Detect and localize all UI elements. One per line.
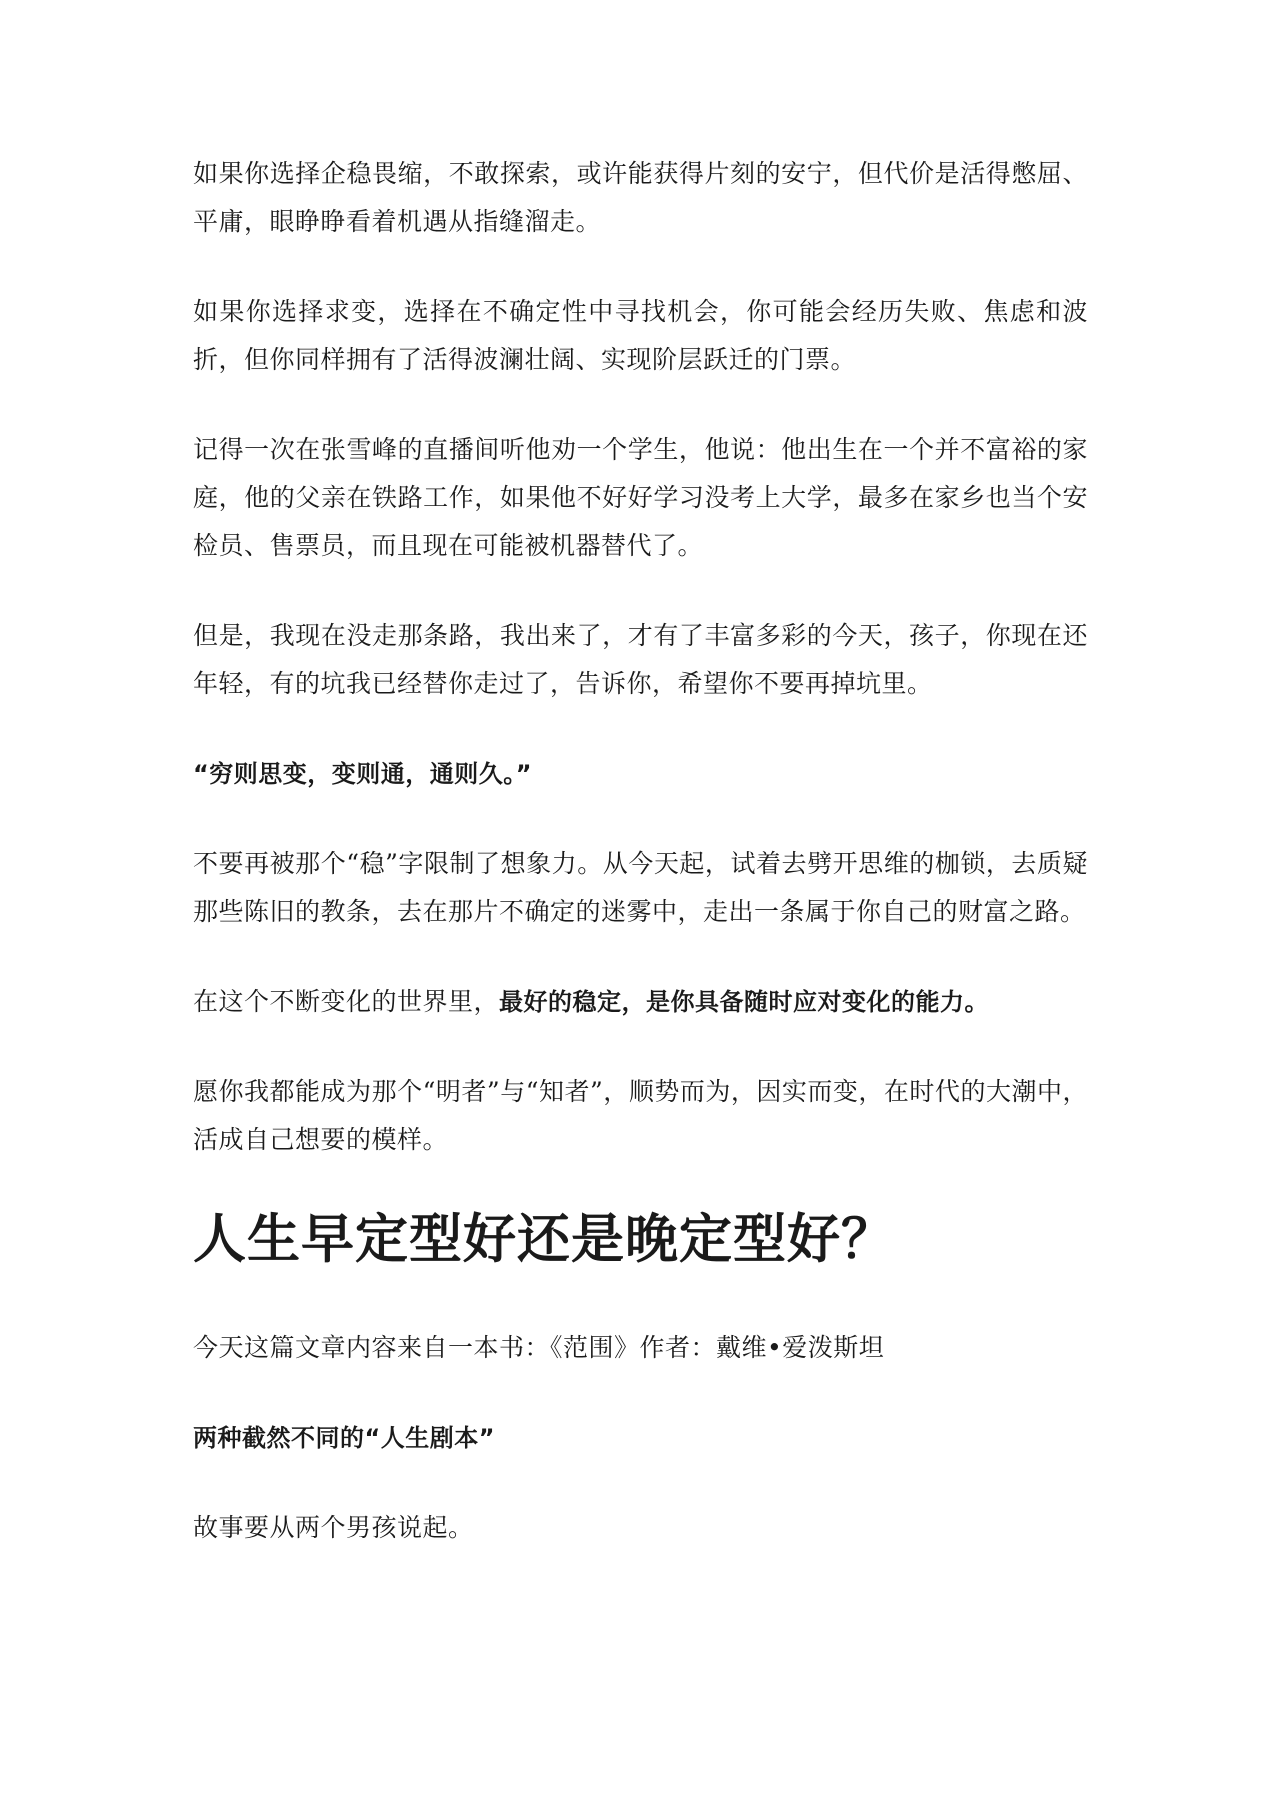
section-heading: 人生早定型好还是晚定型好？ [193, 1208, 895, 1270]
paragraph-seek-change: 如果你选择求变，选择在不确定性中寻找机会，你可能会经历失败、焦虑和波折，但你同样拥有了活得波澜壮阔、实现阶层跃迁的门票。 [193, 297, 1088, 374]
stability-bold-text: 最好的稳定，是你具备随时应对变化的能力。 [499, 988, 990, 1016]
paragraph-advice: 但是，我现在没走那条路，我出来了，才有了丰富多彩的今天，孩子，你现在还年轻，有的坑我已经替你走过了，告诉你，希望你不要再掉坑里。 [193, 621, 1088, 698]
paragraph-wish: 愿你我都能成为那个“明者”与“知者”，顺势而为，因实而变，在时代的大潮中，活成自己想要的模样。 [193, 1077, 1088, 1154]
stability-plain-text: 在这个不断变化的世界里， [193, 987, 500, 1016]
paragraph-story-start: 故事要从两个男孩说起。 [193, 1513, 474, 1542]
paragraph-book-source: 今天这篇文章内容来自一本书：《范围》作者：戴维•爱泼斯坦 [193, 1333, 885, 1362]
subheading: 两种截然不同的“人生剧本” [193, 1424, 496, 1452]
article-body [193, 150, 1088, 1594]
paragraph-stability [193, 978, 1088, 1026]
quote-line: “穷则思变，变则通，通则久。” [193, 760, 533, 788]
paragraph-retreat: 如果你选择企稳畏缩，不敢探索，或许能获得片刻的安宁，但代价是活得憋屈、平庸，眼睁睁看着机遇从指缝溜走。 [193, 159, 1088, 236]
paragraph-livestream-story: 记得一次在张雪峰的直播间听他劝一个学生，他说：他出生在一个并不富裕的家庭，他的父亲在铁路工作，如果他不好好学习没考上大学，最多在家乡也当个安检员、售票员，而且现在可能被机器替代了。 [193, 435, 1088, 560]
paragraph-break-chains: 不要再被那个“稳”字限制了想象力。从今天起，试着去劈开思维的枷锁，去质疑那些陈旧的教条，去在那片不确定的迷雾中，走出一条属于你自己的财富之路。 [193, 849, 1088, 926]
